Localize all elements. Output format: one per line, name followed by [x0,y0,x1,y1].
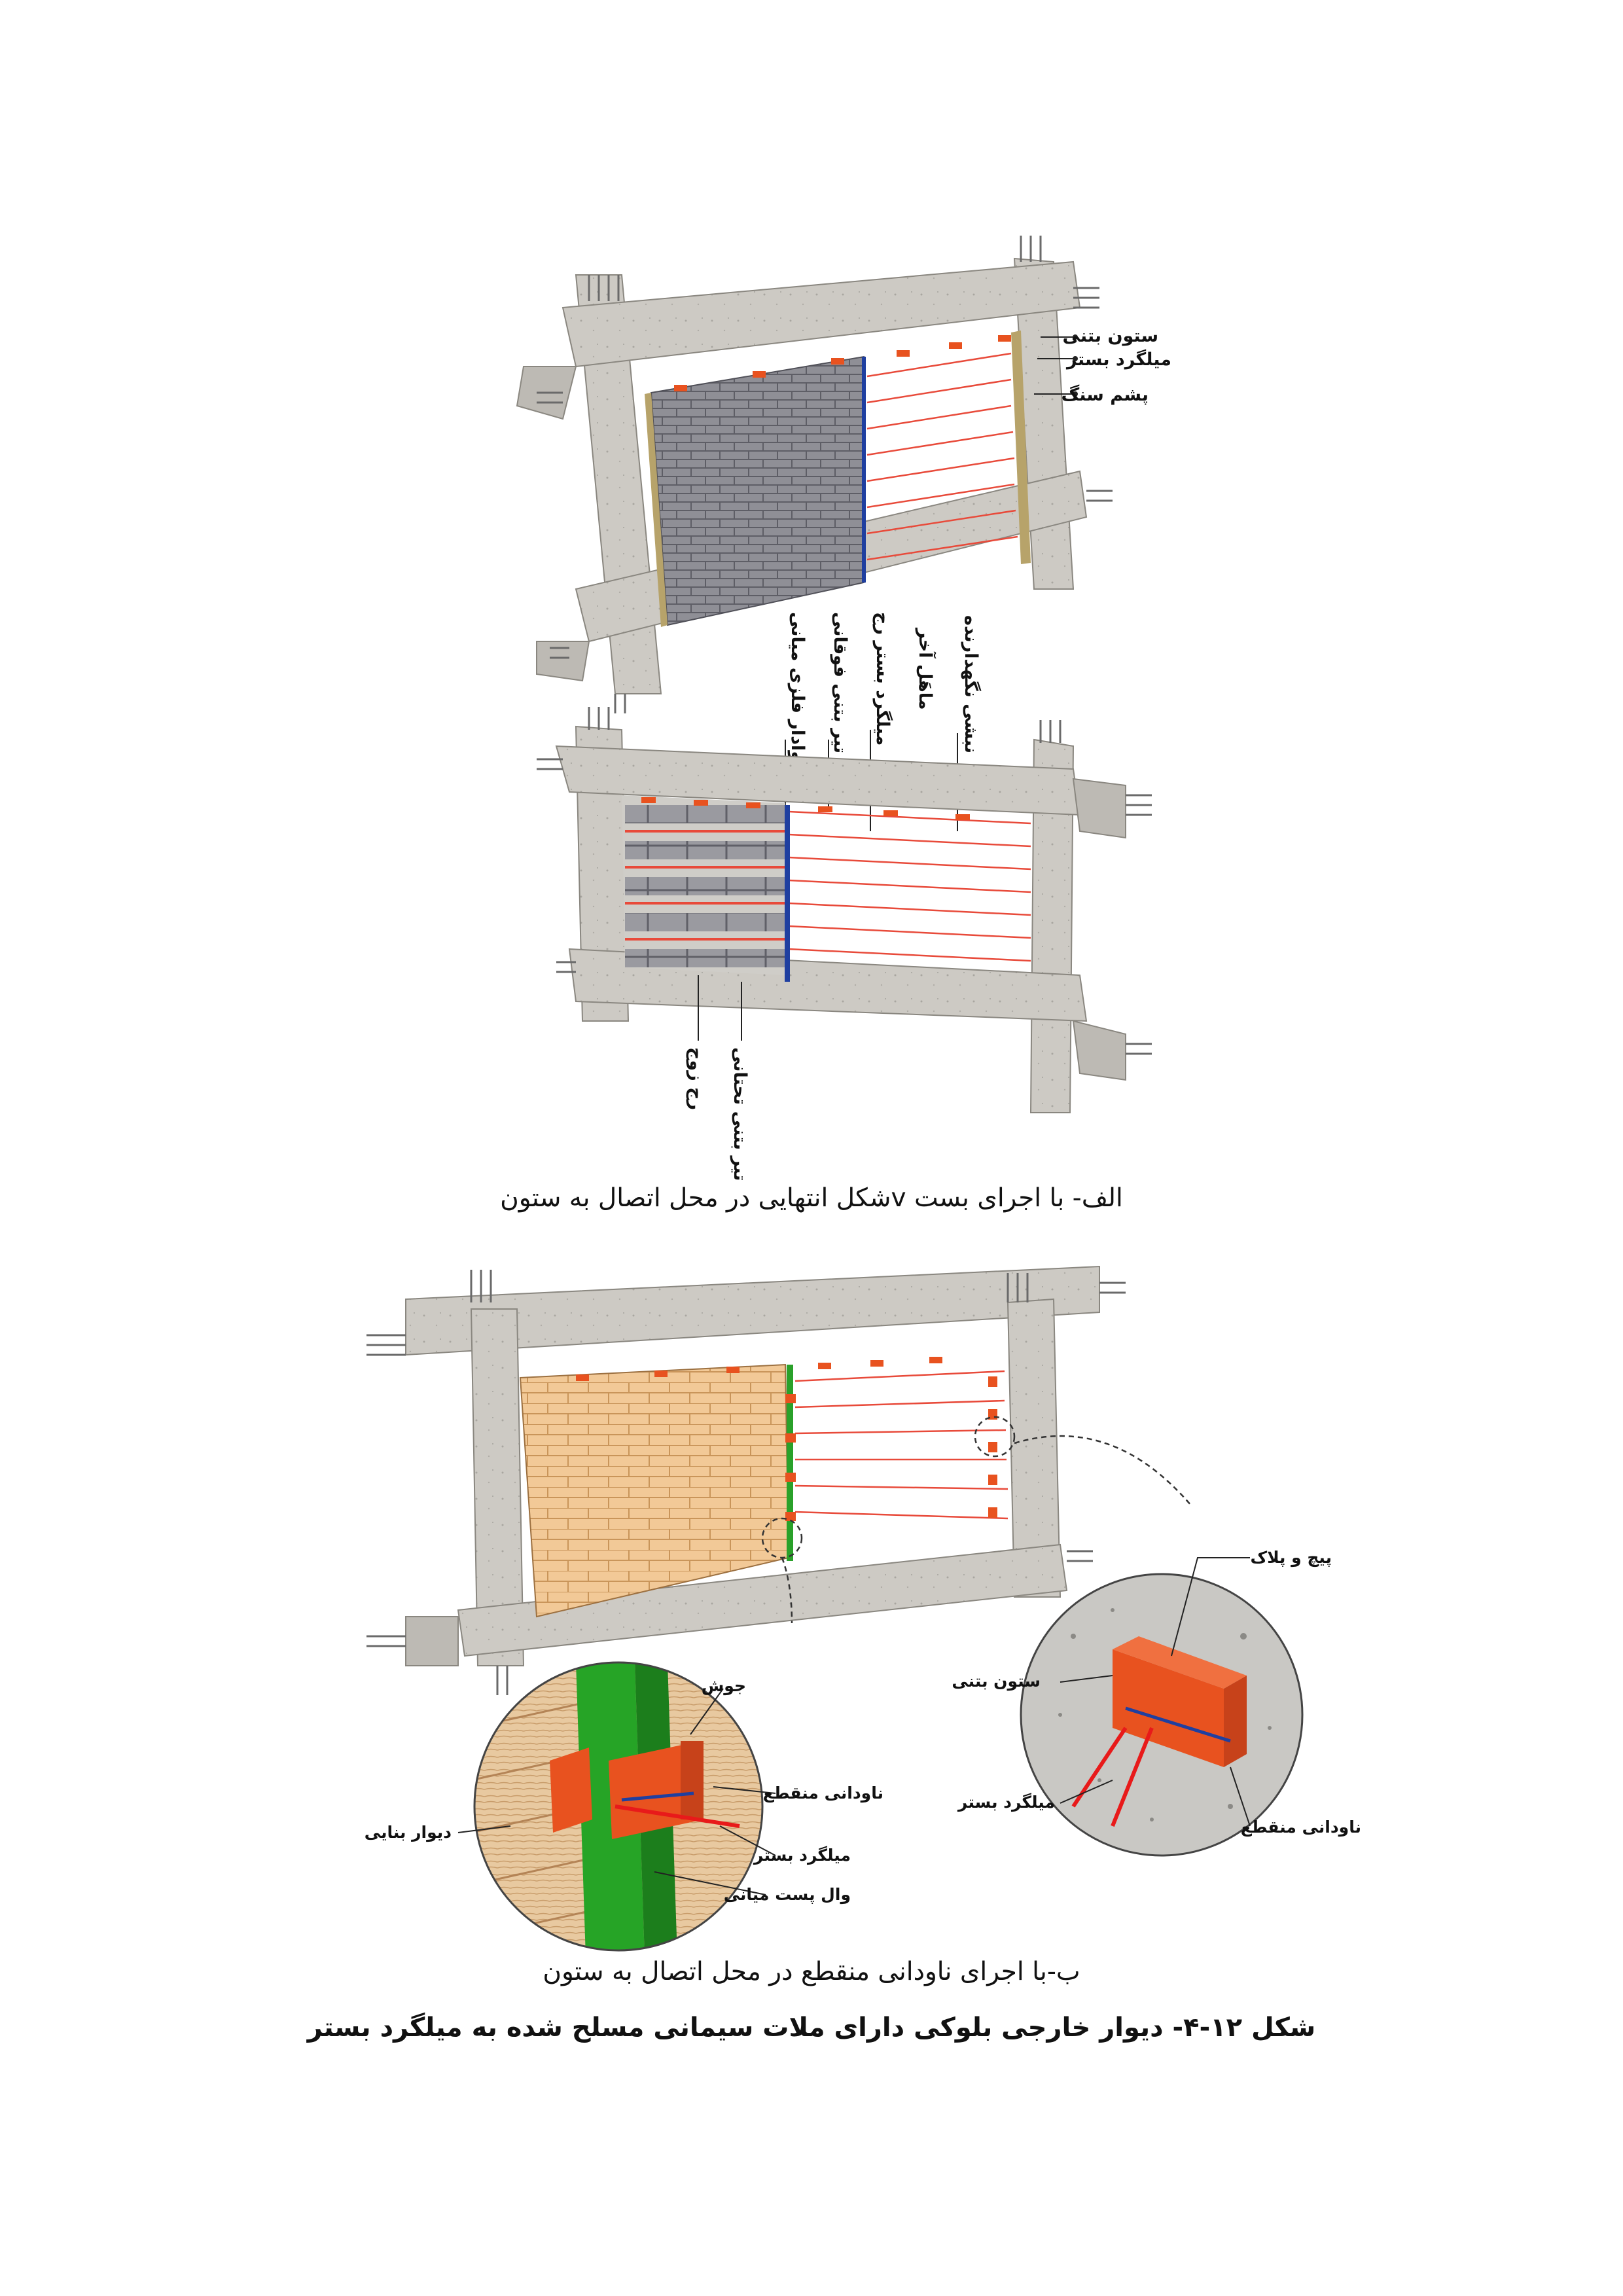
label-screw-and-plug: پیچ و پلاک [1250,1548,1332,1567]
label-bed-rebar-left: میلگرد بستر [753,1846,851,1865]
label-weld: جوش [701,1676,746,1695]
label-middle-wall-post: وال پست میانی [723,1885,851,1904]
frame-a1 [517,236,1113,713]
caption-figure-a: الف- با اجرای بست vشکل انتهایی در محل اتصال به ستون [500,1183,1123,1213]
label-even-row: رج زوج [686,1047,706,1111]
label-bed-rebar-a: میلگرد بستر [1067,350,1171,370]
label-top-concrete-beam: تیر بتنی فوقانی [830,612,850,754]
label-last-row-lock: ماهَل آخر [915,628,935,710]
detail-circle-left [471,1662,772,1957]
label-discontinuous-channel-left: ناودانی منقطع [762,1784,883,1803]
block-wall-a2 [622,795,785,975]
frame-a2 [537,707,1152,1113]
caption-figure-b: ب-با اجرای ناودانی منقطع در محل اتصال به ستون [543,1957,1080,1986]
label-concrete-column-a: ستون بتنی [1062,326,1158,346]
label-bottom-concrete-beam: تیر بتنی تحتانی [730,1047,750,1181]
label-masonry-wall: دیوار بنایی [364,1823,452,1842]
bed-rebars-b [795,1371,1008,1518]
label-bed-rebar-row: میلگرد بستر رج [872,612,893,746]
figure-title: شکل ۱۲-۴- دیوار خارجی بلوکی دارای ملات سیمانی مسلح شده به میلگرد بستر [307,2013,1316,2043]
detail-circle-right [1014,1571,1315,1859]
bed-rebars-a2 [789,812,1031,961]
label-bed-rebar-right: میلگرد بستر [957,1793,1055,1812]
label-concrete-column-b: ستون بتنی [952,1672,1041,1691]
label-discontinuous-channel-right: ناودانی منقطع [1240,1818,1361,1837]
label-retaining-angle: نبشی نگهدارنده [961,615,981,754]
label-rock-wool-a: پشم سنگ [1061,385,1149,405]
label-middle-steel-stud: وادار فلزی میانی [787,612,808,762]
vertical-labels-a [787,612,982,762]
